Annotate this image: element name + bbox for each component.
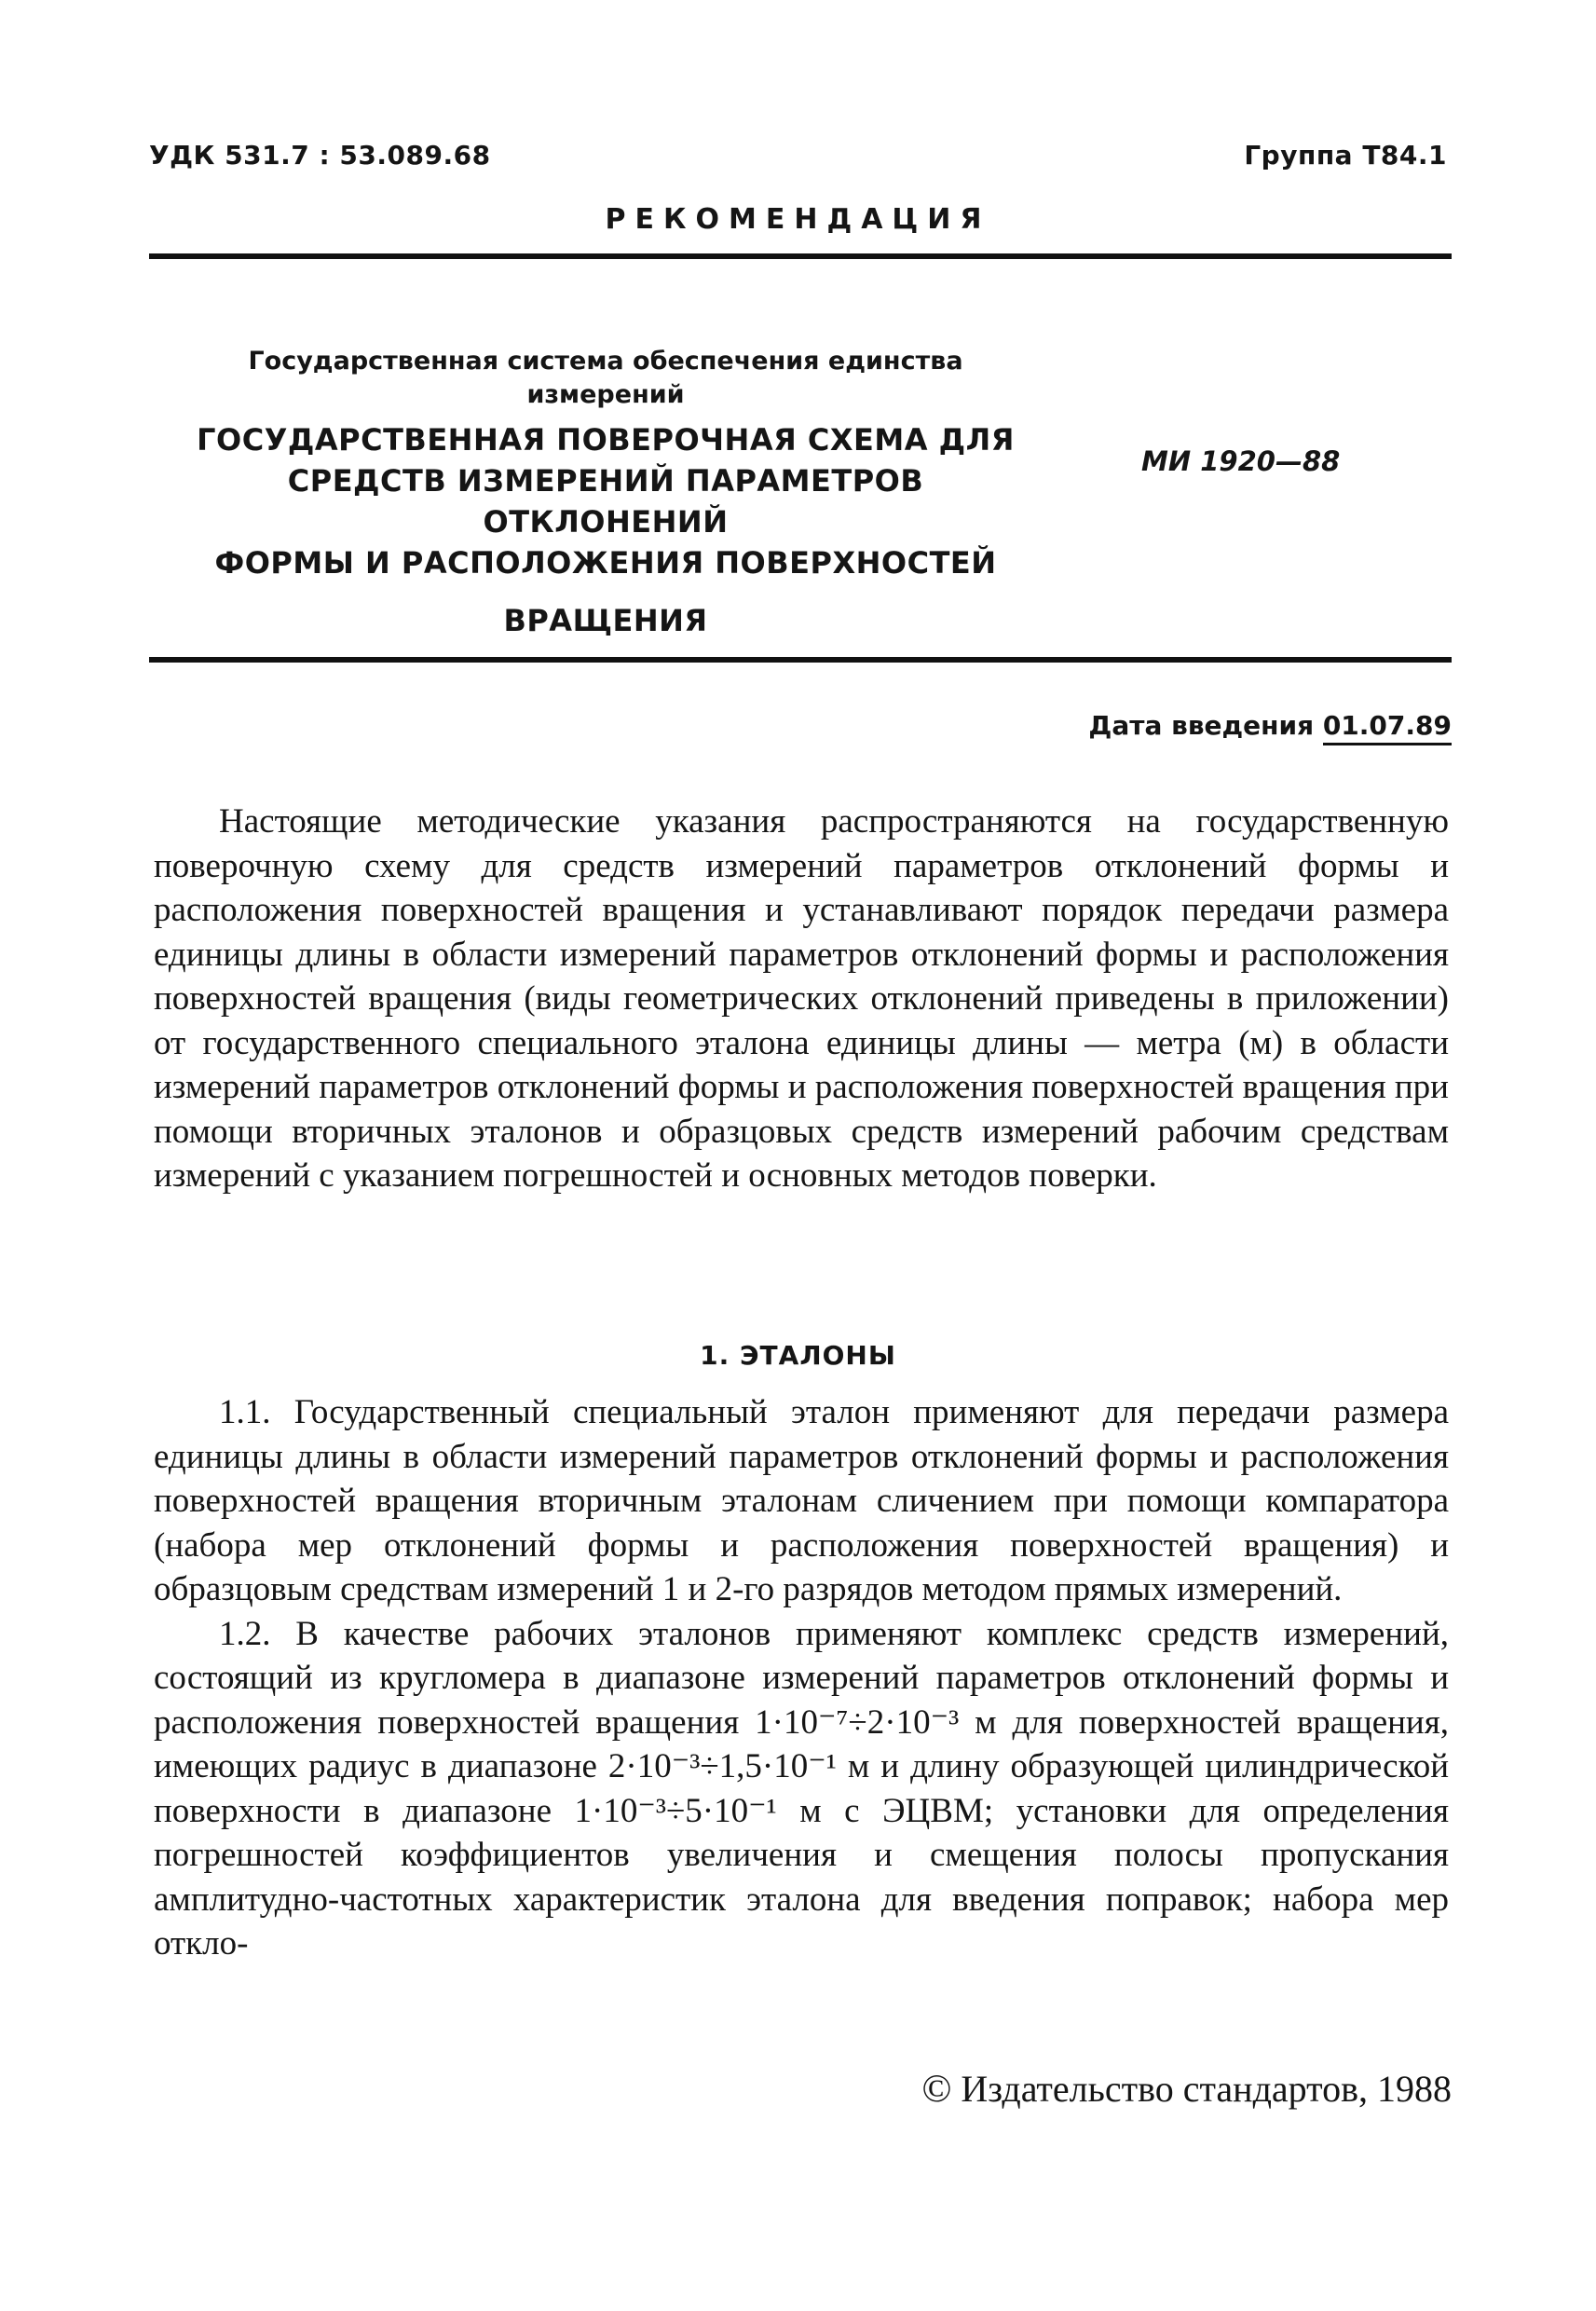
main-title-line: СРЕДСТВ ИЗМЕРЕНИЙ ПАРАМЕТРОВ ОТКЛОНЕНИЙ xyxy=(287,463,924,540)
intro-section xyxy=(154,800,1449,1198)
copyright-icon: © xyxy=(921,2068,952,2111)
group-code: Группа Т84.1 xyxy=(1244,140,1447,171)
main-title-line: ВРАЩЕНИЯ xyxy=(503,603,708,638)
top-divider xyxy=(149,253,1452,259)
copyright-line xyxy=(921,2067,1452,2112)
main-title-line: ГОСУДАРСТВЕННАЯ ПОВЕРОЧНАЯ СХЕМА ДЛЯ xyxy=(197,422,1015,458)
main-title xyxy=(177,419,1034,641)
section-title: 1. ЭТАЛОНЫ xyxy=(700,1340,896,1371)
document-subtitle: Государственная система обеспечения единства измерений xyxy=(248,347,963,409)
introduction-date-label: Дата введения xyxy=(1088,710,1315,741)
section-paragraph: 1.2. В качестве рабочих эталонов применяют комплекс средств измерений, состоящий из кругломера в диапазоне измерений параметров отклонений формы и расположения поверхностей вращения 1·10⁻⁷÷2·10⁻³ м для поверхностей вращения, имеющих радиус в диапазоне 2·10⁻³÷1,5·10⁻¹ м и длину образующей цилиндрической поверхности в диапазоне 1·10⁻³÷5·10⁻¹ м с ЭЦВМ; установки для определения погрешностей коэффициентов увеличения и смещения полосы пропускания амплитудно-частотных характеристик эталона для введения поправок; набора мер откло- xyxy=(154,1614,1449,1962)
copyright-text: Издательство стандартов, 1988 xyxy=(961,2068,1452,2110)
section-body xyxy=(154,1390,1449,1966)
bottom-divider xyxy=(149,657,1452,663)
introduction-date-value: 01.07.89 xyxy=(1323,710,1452,745)
intro-paragraph: Настоящие методические указания распространяются на государственную поверочную схему для средств измерений параметров отклонений формы и расположения поверхностей вращения и устанавливают порядок передачи размера единицы длины в области измерений параметров отклонений формы и расположения поверхностей вращения (виды геометрических отклонений приведены в приложении) от государственного специального эталона единицы длины — метра (м) в области измерений параметров отклонений формы и расположения поверхностей вращения при помощи вторичных эталонов и образцовых средств измерений рабочим средствам измерений с указанием погрешностей и основных методов поверки. xyxy=(154,802,1449,1195)
main-title-line: ФОРМЫ И РАСПОЛОЖЕНИЯ ПОВЕРХНОСТЕЙ xyxy=(214,545,997,581)
document-id: МИ 1920—88 xyxy=(1141,445,1341,477)
introduction-date xyxy=(1088,710,1452,741)
recommendation-title: РЕКОМЕНДАЦИЯ xyxy=(605,203,991,236)
udc-code: УДК 531.7 : 53.089.68 xyxy=(149,140,491,171)
section-paragraph: 1.1. Государственный специальный эталон применяют для передачи размера единицы длины в области измерений параметров отклонений формы и расположения поверхностей вращения вторичным эталонам сличением при помощи компаратора (набора мер отклонений формы и расположения поверхностей вращения) и образцовым средствам измерений 1 и 2-го разрядов методом прямых измерений. xyxy=(154,1393,1449,1608)
